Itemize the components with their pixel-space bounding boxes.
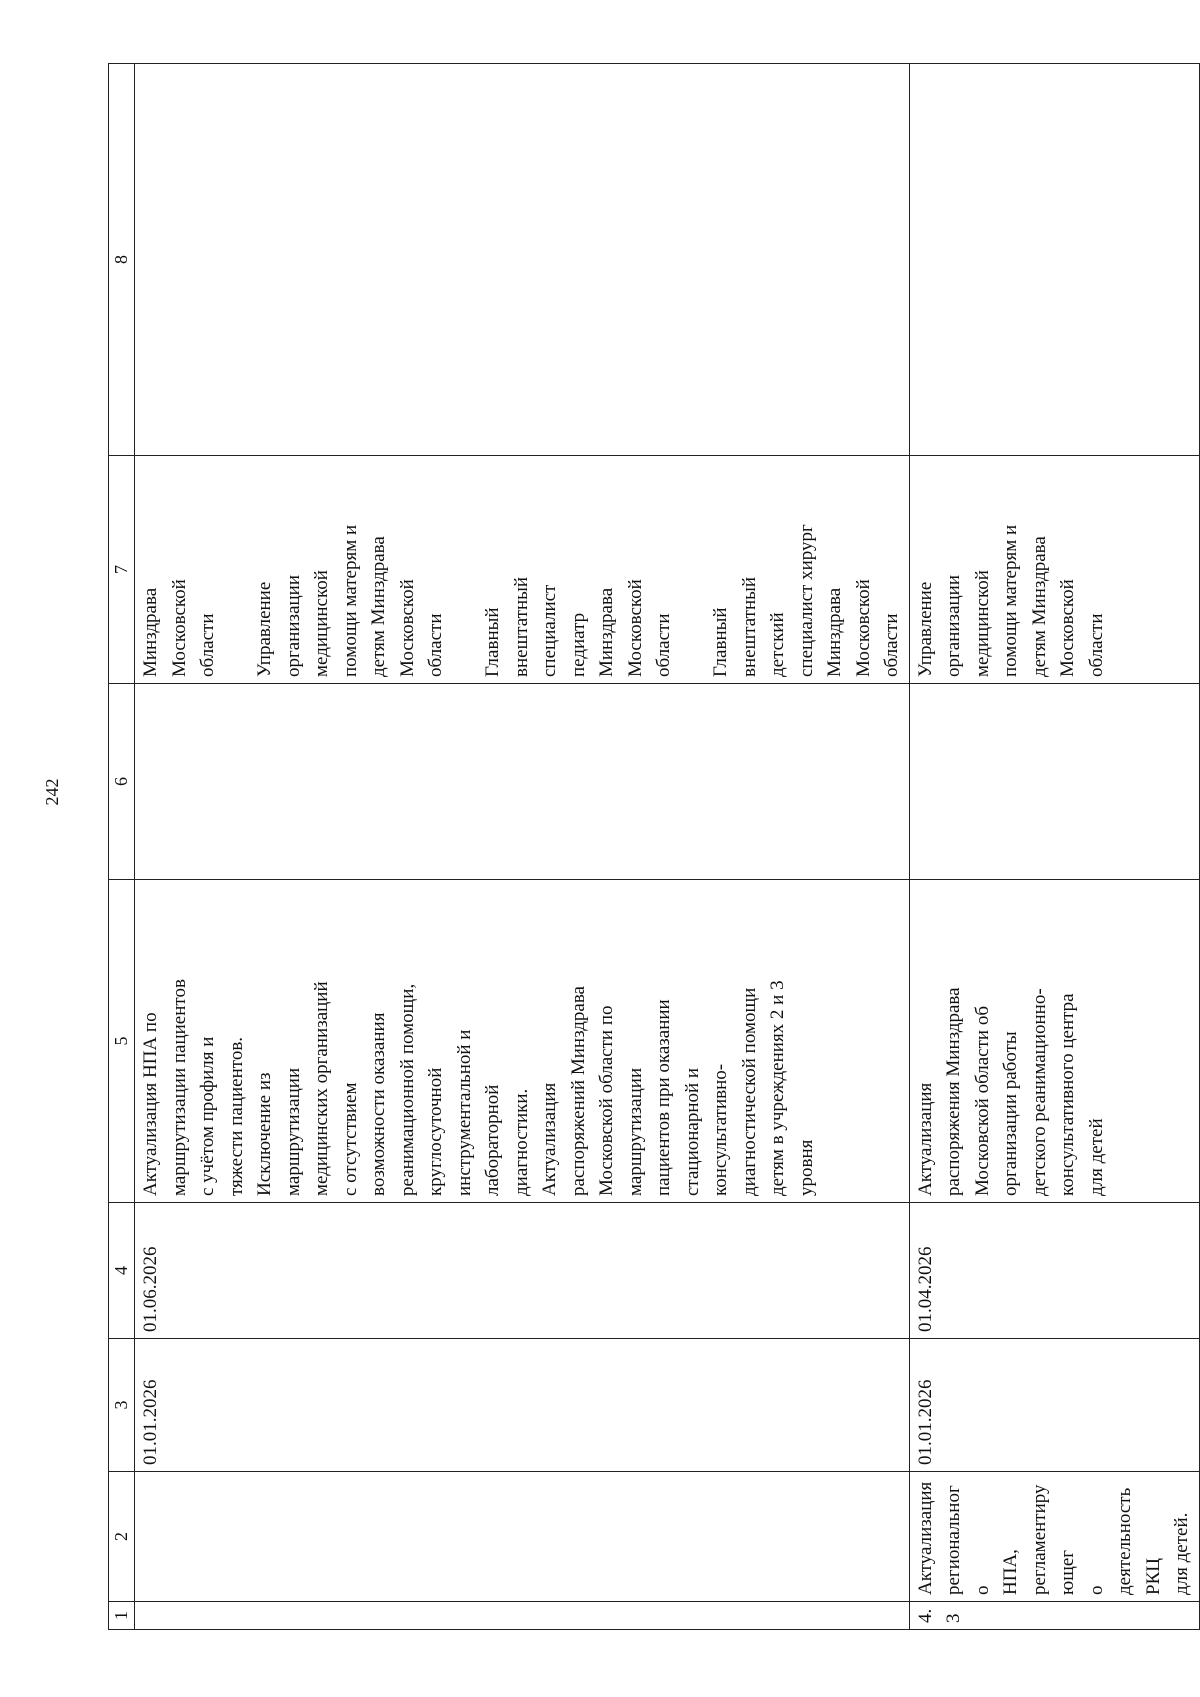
cell-col6 — [909, 684, 1199, 880]
header-col-4: 4 — [109, 1203, 135, 1339]
header-col-3: 3 — [109, 1339, 135, 1472]
cell-event — [135, 1472, 910, 1602]
cell-event: Актуализация регионального НПА, регламентирующег о деятельность РКЦ для детей. — [909, 1472, 1199, 1602]
table-row — [909, 64, 1199, 1630]
cell-responsible: Управление организации медицинской помощи матерям и детям Минздрава Московской области — [909, 456, 1199, 684]
table-header-row — [109, 64, 135, 1630]
page-number: 242 — [42, 778, 62, 806]
cell-start-date: 01.01.2026 — [135, 1339, 910, 1472]
cell-number — [135, 1602, 910, 1630]
cell-result: Актуализация распоряжения Минздрава Московской области об организации работы детского реанимационно- консультативного центра для детей — [909, 880, 1199, 1203]
cell-start-date: 01.01.2026 — [909, 1339, 1199, 1472]
cell-end-date: 01.06.2026 — [135, 1203, 910, 1339]
cell-end-date: 01.04.2026 — [909, 1203, 1199, 1339]
cell-col8 — [909, 64, 1199, 456]
header-col-2: 2 — [109, 1472, 135, 1602]
cell-responsible: Минздрава Московской области Управление организации медицинской помощи матерям и детям Минздрава Московской области Главный внештатный специалист педиатр Минздрава Московской области Главный внештатный детский специалист хирург Минздрава Московской области — [135, 456, 910, 684]
header-col-5: 5 — [109, 880, 135, 1203]
header-col-1: 1 — [109, 1602, 135, 1630]
cell-number: 4.3 — [909, 1602, 1199, 1630]
header-col-8: 8 — [109, 64, 135, 456]
rotated-table-container — [108, 64, 1192, 1630]
header-col-6: 6 — [109, 684, 135, 880]
header-col-7: 7 — [109, 456, 135, 684]
table-row — [135, 64, 910, 1630]
plan-table — [108, 63, 1200, 1630]
cell-result: Актуализация НПА по маршрутизации пациентов с учётом профиля и тяжести пациентов. Исключение из маршрутизации медицинских организаций с отсутствием возможности оказания реанимационной помощи, круглосуточной инструментальной и лабораторной диагностики. Актуализация распоряжений Минздрава Московской области по маршрутизации пациентов при оказании стационарной и консультативно- диагностической помощи детям в учреждениях 2 и 3 уровня — [135, 880, 910, 1203]
cell-col8 — [135, 64, 910, 456]
cell-col6 — [135, 684, 910, 880]
